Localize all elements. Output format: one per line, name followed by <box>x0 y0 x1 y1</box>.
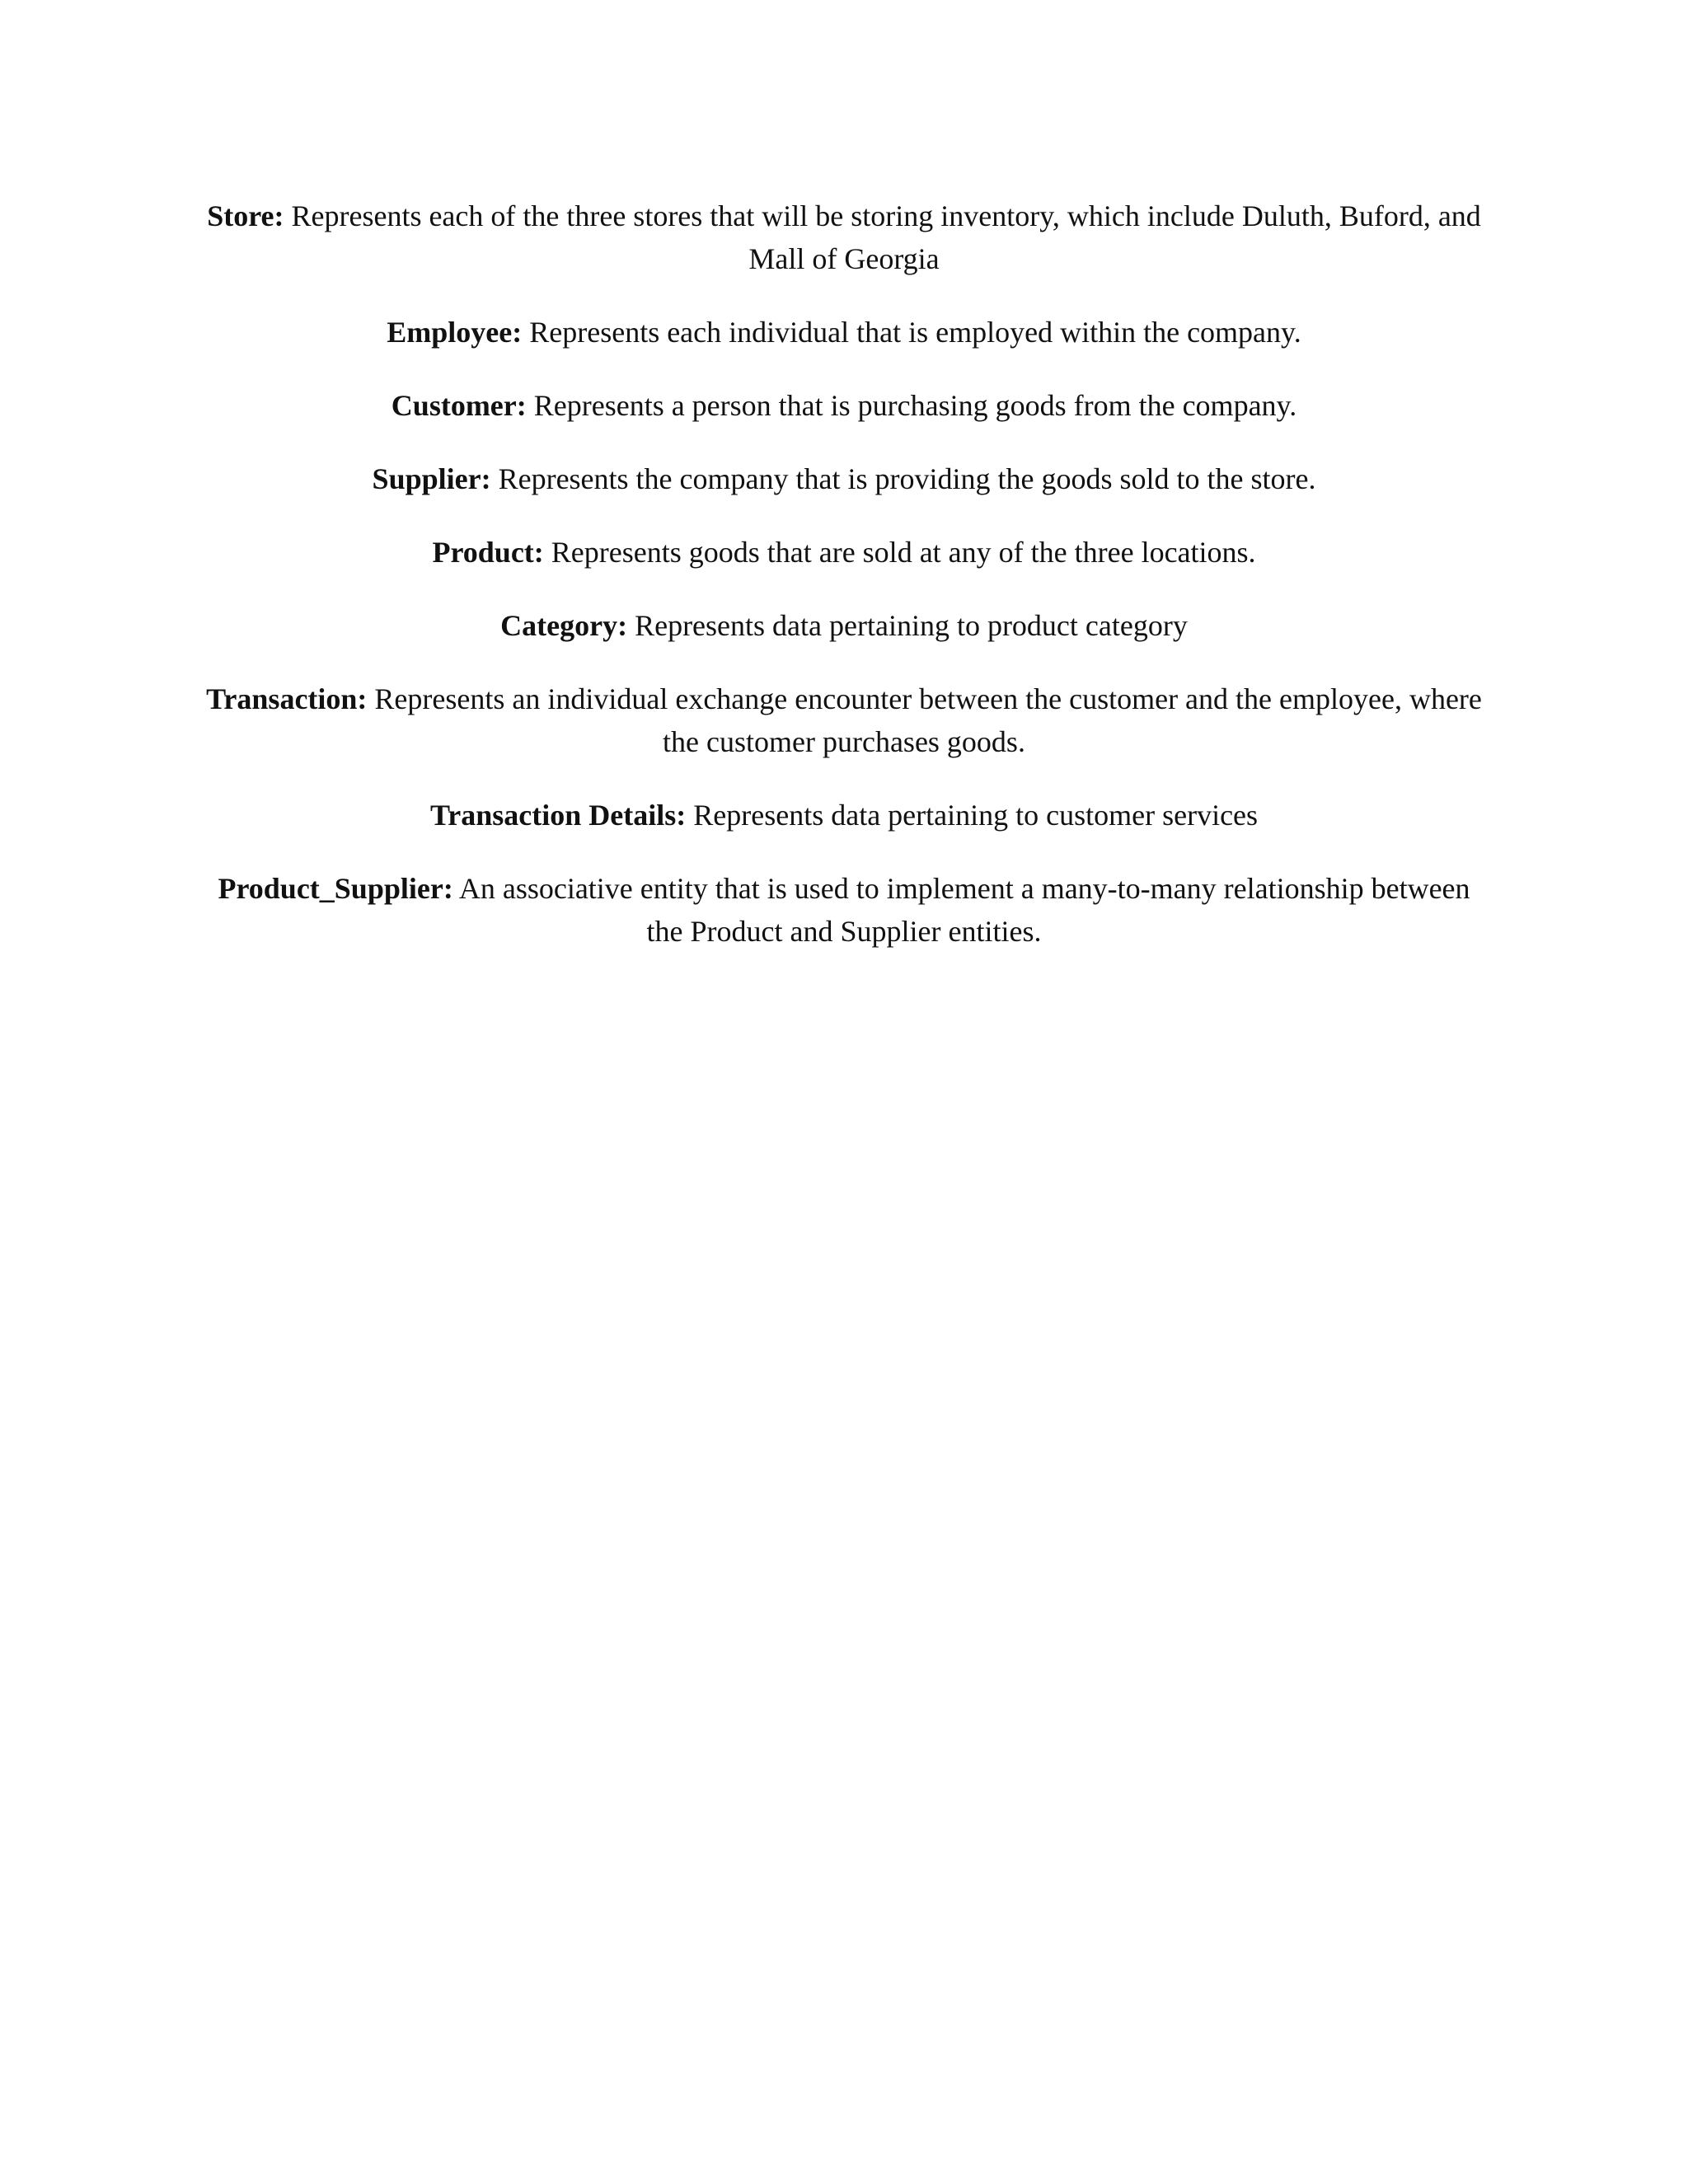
term-description: Represents an individual exchange encounter between the customer and the employee, where the customer purchases goods. <box>374 682 1482 758</box>
term-description: Represents data pertaining to customer services <box>693 799 1259 832</box>
definition-transaction <box>198 677 1490 763</box>
term-label: Store: <box>207 199 284 232</box>
term-label: Product_Supplier: <box>218 872 453 905</box>
term-description: Represents the company that is providing the goods sold to the store. <box>498 462 1316 495</box>
definition-supplier <box>198 457 1490 500</box>
definition-customer <box>198 384 1490 427</box>
term-description: Represents data pertaining to product category <box>635 609 1188 642</box>
term-description: Represents a person that is purchasing goods from the company. <box>533 389 1297 422</box>
definition-store <box>198 194 1490 280</box>
definition-employee <box>198 311 1490 354</box>
term-description: Represents each individual that is employed within the company. <box>529 316 1301 349</box>
definition-product-supplier <box>198 867 1490 953</box>
term-label: Transaction Details: <box>429 799 687 832</box>
entity-definitions-list <box>198 194 1490 983</box>
term-description: An associative entity that is used to implement a many-to-many relationship between the Product and Supplier entities. <box>458 872 1470 948</box>
term-label: Product: <box>432 536 544 569</box>
term-label: Category: <box>500 609 628 642</box>
term-label: Transaction: <box>206 682 368 715</box>
definition-category <box>198 604 1490 647</box>
term-label: Supplier: <box>372 462 491 495</box>
term-label: Customer: <box>391 389 527 422</box>
term-description: Represents goods that are sold at any of the three locations. <box>551 536 1256 569</box>
definition-product <box>198 531 1490 574</box>
term-description: Represents each of the three stores that will be storing inventory, which include Duluth, Buford, and Mall of Georgia <box>291 199 1481 275</box>
definition-transaction-details <box>198 794 1490 837</box>
term-label: Employee: <box>387 316 523 349</box>
